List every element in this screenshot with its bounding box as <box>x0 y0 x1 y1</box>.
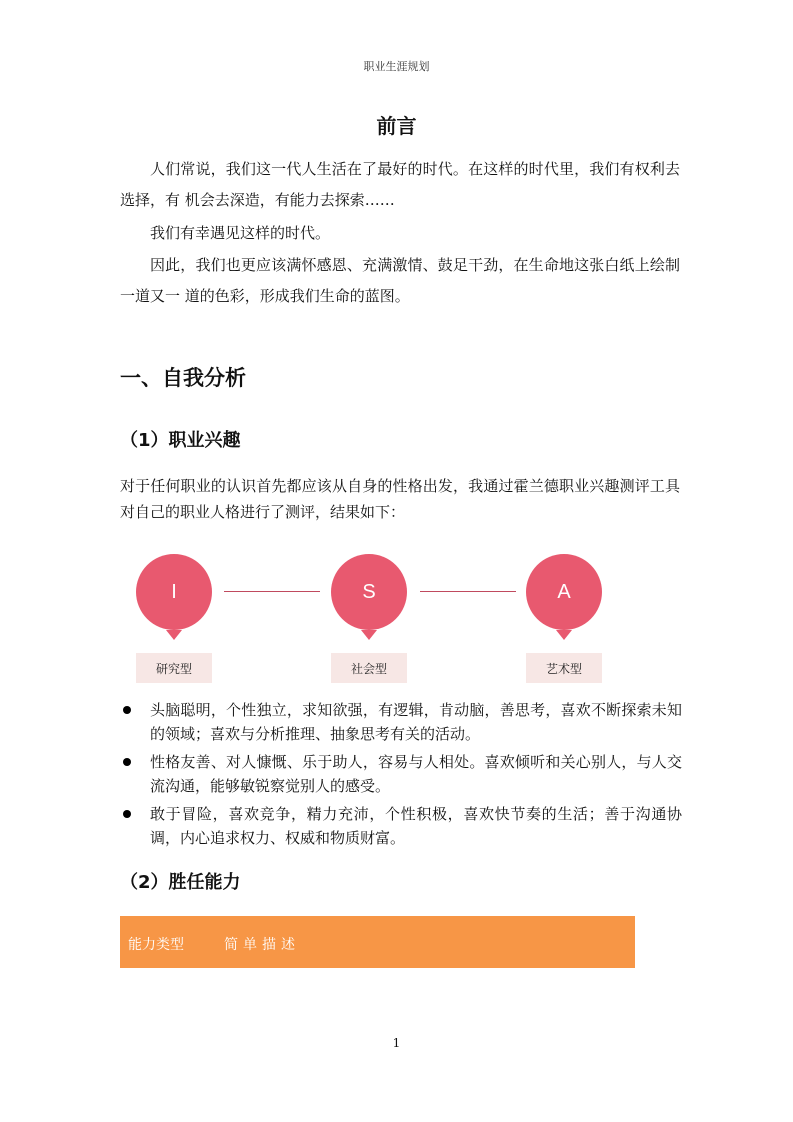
bullet-icon <box>123 758 131 766</box>
running-header: 职业生涯规划 <box>363 60 430 73</box>
column-header-type: 能力类型 <box>128 937 184 953</box>
preface-paragraph-2: 我们有幸遇见这样的时代。 <box>150 224 331 242</box>
section-heading-self-analysis: 一、自我分析 <box>120 366 246 390</box>
list-item <box>120 750 682 798</box>
preface-title: 前言 <box>376 114 417 138</box>
subheading-competency: （2）胜任能力 <box>120 872 241 893</box>
pointer-icon <box>361 630 377 640</box>
connector-line <box>224 591 320 592</box>
preface-paragraph-1: 人们常说，我们这一代人生活在了最好的时代。在这样的时代里，我们有权利去选择，有 机会去深造，有能力去探索…… <box>120 160 680 209</box>
page-number: 1 <box>392 1036 401 1050</box>
interest-intro-paragraph: 对于任何职业的认识首先都应该从自身的性格出发，我通过霍兰德职业兴趣测评工具对自己的职业人格进行了测评，结果如下： <box>120 477 680 521</box>
subheading-career-interest: （1）职业兴趣 <box>120 430 241 451</box>
type-label-research: 研究型 <box>136 653 212 683</box>
list-item <box>120 698 682 746</box>
preface-paragraph-3: 因此，我们也更应该满怀感恩、充满激情、鼓足干劲，在生命地这张白纸上绘制一道又一 道的色彩，形成我们生命的蓝图。 <box>120 256 680 305</box>
bullet-icon <box>123 706 131 714</box>
type-circle-a: A <box>526 554 602 630</box>
trait-bullet-list <box>120 698 682 854</box>
type-label-social: 社会型 <box>331 653 407 683</box>
type-label-artistic: 艺术型 <box>526 653 602 683</box>
connector-line <box>420 591 516 592</box>
pointer-icon <box>166 630 182 640</box>
pointer-icon <box>556 630 572 640</box>
competency-table-header <box>120 916 635 968</box>
column-header-description: 简单描述 <box>224 937 300 953</box>
bullet-text: 性格友善、对人慷慨、乐于助人，容易与人相处。喜欢倾听和关心别人，与人交流沟通，能够敏锐察觉别人的感受。 <box>150 753 682 795</box>
bullet-text: 头脑聪明，个性独立，求知欲强，有逻辑，肯动脑，善思考，喜欢不断探索未知的领域；喜欢与分析推理、抽象思考有关的活动。 <box>150 701 682 743</box>
bullet-text: 敢于冒险，喜欢竞争，精力充沛，个性积极，喜欢快节奏的生活；善于沟通协调，内心追求权力、权威和物质财富。 <box>150 805 682 847</box>
bullet-icon <box>123 810 131 818</box>
type-circle-i: I <box>136 554 212 630</box>
list-item <box>120 802 682 850</box>
type-circle-s: S <box>331 554 407 630</box>
